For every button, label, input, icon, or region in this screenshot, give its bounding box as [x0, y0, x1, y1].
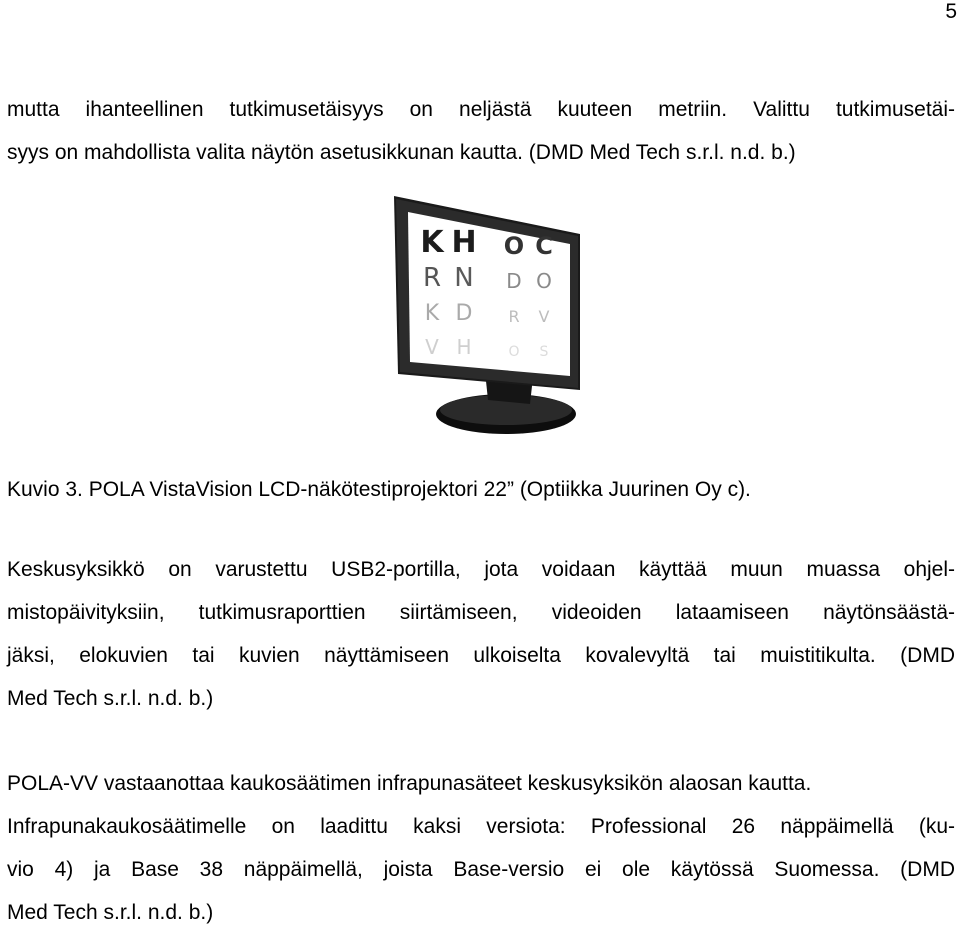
eye-chart-letter: H: [451, 225, 477, 260]
paragraph-intro: [7, 88, 955, 174]
page-number: 5: [945, 0, 957, 23]
text-line: Keskusyksikkö on varustettu USB2-portilla, jota voidaan käyttää muun muassa ohjel-: [7, 558, 955, 581]
text-line: jäksi, elokuvien tai kuvien näyttämiseen ulkoiselta kovalevyltä tai muistitikulta. (DMD: [7, 644, 955, 667]
eye-chart-letter: S: [539, 344, 549, 360]
lcd-monitor-illustration: [384, 192, 584, 442]
eye-chart-letter: D: [506, 269, 522, 293]
text-line: syys on mahdollista valita näytön asetusikkunan kautta. (DMD Med Tech s.r.l. n.d. b.): [7, 141, 796, 164]
eye-chart-letter: K: [420, 225, 444, 260]
monitor-figure: [384, 192, 584, 442]
text-line: POLA-VV vastaanottaa kaukosäätimen infrapunasäteet keskusyksikön alaosan kautta.: [7, 772, 812, 795]
text-line: mutta ihanteellinen tutkimusetäisyys on neljästä kuuteen metriin. Valittu tutkimusetäi-: [7, 98, 955, 121]
eye-chart-letter: O: [536, 269, 552, 293]
figure-caption: Kuvio 3. POLA VistaVision LCD-näkötestiprojektori 22” (Optiikka Juurinen Oy c).: [7, 478, 751, 501]
eye-chart-letter: H: [456, 335, 472, 359]
eye-chart-letter: R: [422, 263, 442, 293]
eye-chart-letter: V: [425, 335, 439, 359]
eye-chart-letter: R: [508, 307, 520, 326]
eye-chart-letter: O: [503, 232, 525, 260]
eye-chart-letter: K: [424, 301, 440, 326]
text-line: vio 4) ja Base 38 näppäimellä, joista Base-versio ei ole käytössä Suomessa. (DMD: [7, 858, 955, 881]
eye-chart-letter: C: [535, 232, 553, 260]
text-line: Infrapunakaukosäätimelle on laadittu kaksi versiota: Professional 26 näppäimellä (ku-: [7, 815, 955, 838]
eye-chart-letter: D: [455, 301, 473, 326]
text-line: Med Tech s.r.l. n.d. b.): [7, 901, 214, 924]
eye-chart-letter: N: [454, 263, 474, 293]
eye-chart-letter: V: [538, 307, 550, 326]
text-line: mistopäivityksiin, tutkimusraporttien siirtämiseen, videoiden lataamiseen näytönsäästä-: [7, 601, 955, 624]
text-line: Med Tech s.r.l. n.d. b.): [7, 687, 214, 710]
paragraph-usb: [7, 548, 955, 720]
eye-chart-letter: O: [508, 344, 520, 360]
paragraph-remote: [7, 762, 955, 934]
